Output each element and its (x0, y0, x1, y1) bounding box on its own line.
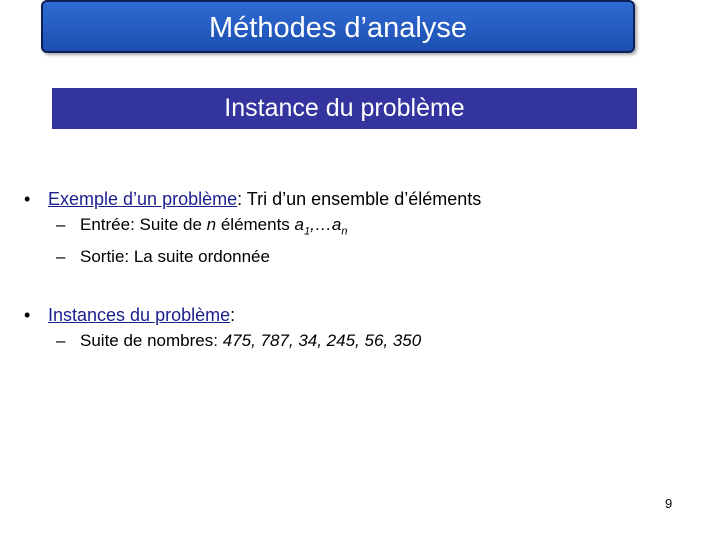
sub-item (24, 212, 684, 244)
bullet-list (24, 186, 684, 354)
page-number: 9 (665, 496, 673, 511)
sub-item (24, 244, 684, 270)
dash-marker: – (56, 247, 66, 267)
bullet-marker: • (24, 305, 31, 326)
bullet-text: : (230, 305, 236, 326)
bullet-text: : Tri d’un ensemble d’éléments (237, 189, 482, 209)
link-exemple[interactable]: Exemple d’un problème (48, 189, 238, 209)
dash-marker: – (56, 331, 66, 351)
sub-item-text: Suite de nombres: 475, 787, 34, 245, 56, 350 (80, 331, 422, 351)
dash-marker: – (56, 215, 66, 234)
sub-item (24, 328, 684, 354)
sub-item-text: Entrée: Suite de n éléments $a_1,\dots a_n$ (80, 215, 348, 238)
bullet-marker: • (24, 189, 31, 209)
bullet-item (24, 186, 684, 212)
bullet-item (24, 302, 684, 328)
number-list: 475, 787, 34, 245, 56, 350 (222, 331, 422, 351)
link-instances[interactable]: Instances du problème (48, 305, 231, 326)
slide-title: Méthodes d’analyse (41, 0, 635, 53)
slide-subtitle: Instance du problème (52, 88, 637, 129)
sub-item-text: Sortie: La suite ordonnée (80, 247, 270, 267)
